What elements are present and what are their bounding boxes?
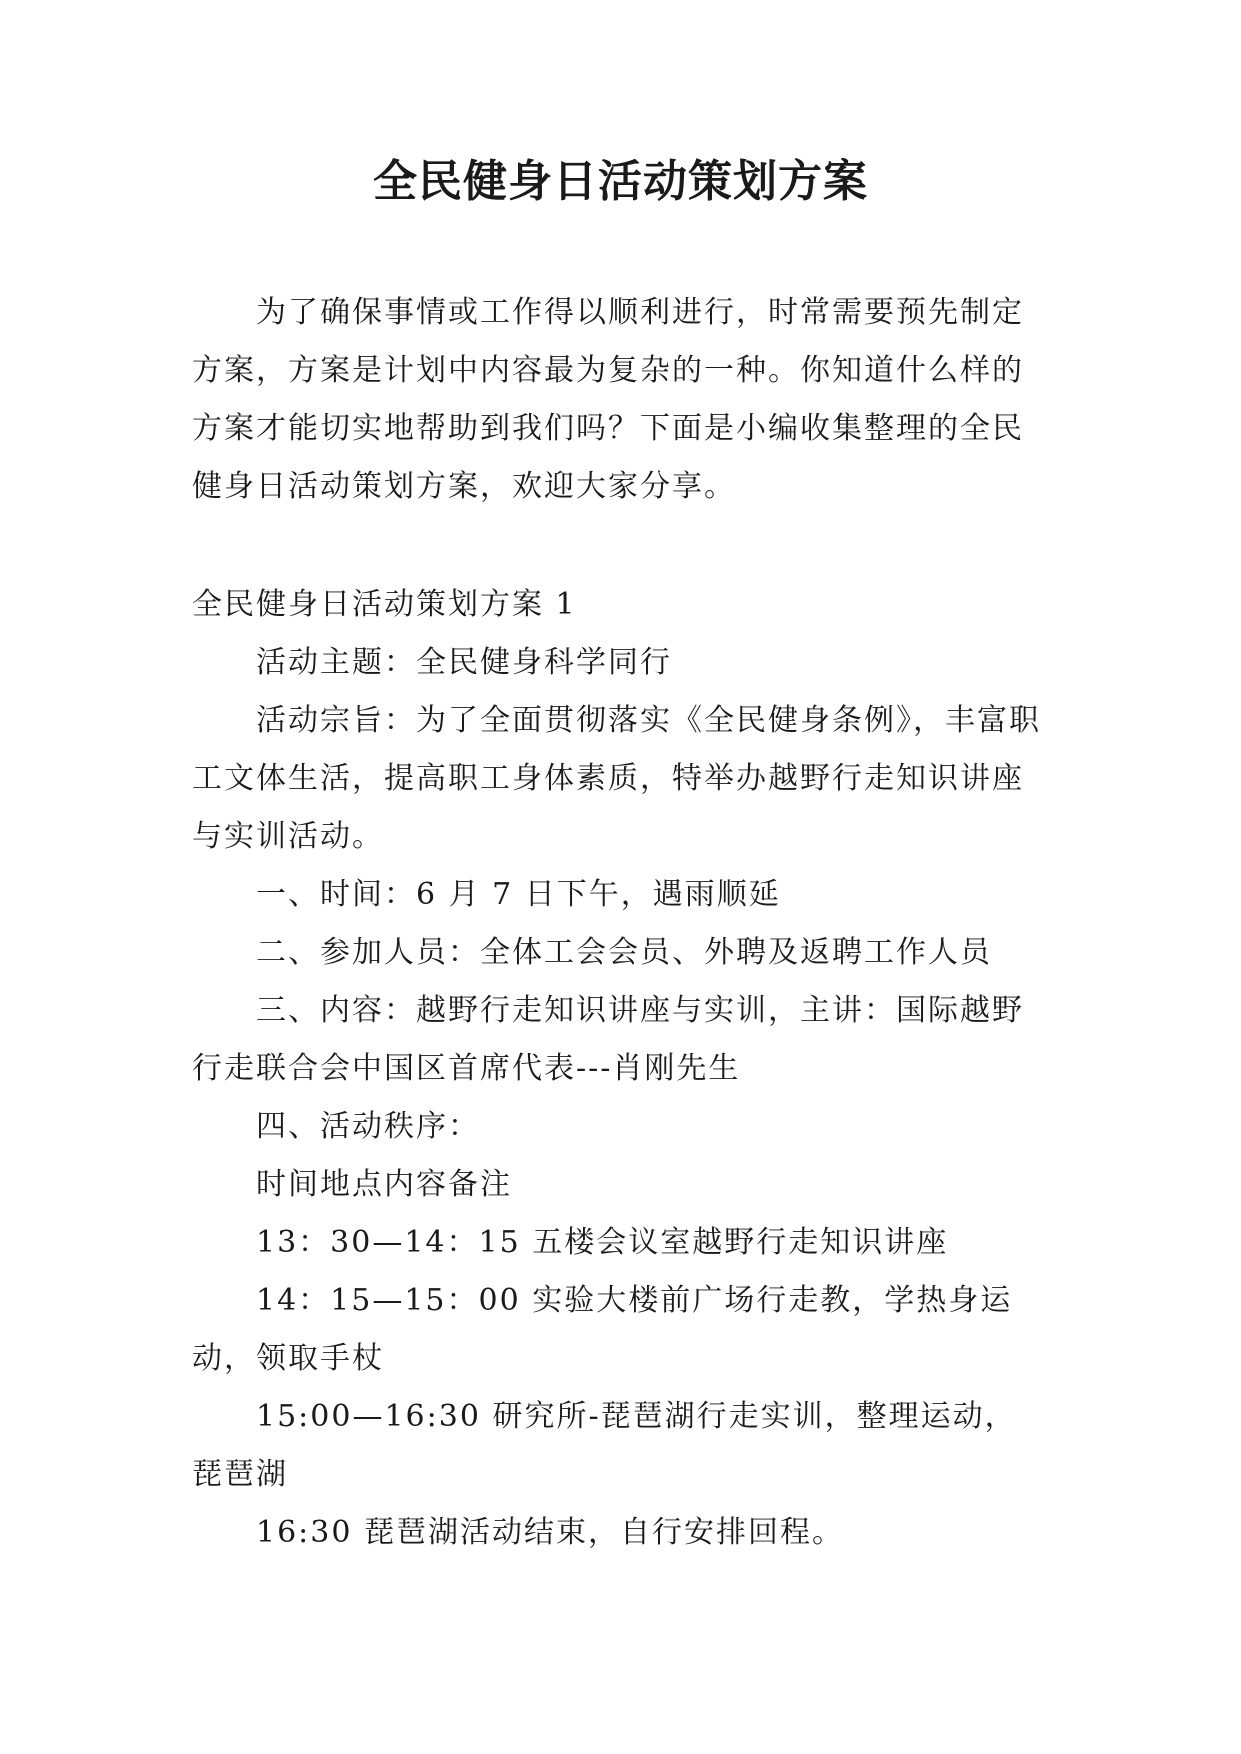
section-title: 全民健身日活动策划方案 1 [192,587,577,622]
schedule-header: 时间地点内容备注 [256,1167,512,1202]
plan-section [192,576,1048,1562]
schedule-item: 14：15—15：00 实验大楼前广场行走教，学热身运动，领取手杖 [192,1283,1013,1376]
document-title: 全民健身日活动策划方案 [373,156,868,207]
activity-time: 一、时间：6 月 7 日下午，遇雨顺延 [256,877,781,912]
schedule-item: 16:30 琵琶湖活动结束，自行安排回程。 [256,1515,844,1550]
intro-paragraph: 为了确保事情或工作得以顺利进行，时常需要预先制定方案，方案是计划中内容最为复杂的一种。你知道什么样的方案才能切实地帮助到我们吗？下面是小编收集整理的全民健身日活动策划方案，欢迎大家分享。 [192,295,1024,504]
activity-schedule-heading: 四、活动秩序： [256,1109,480,1144]
activity-content: 三、内容：越野行走知识讲座与实训，主讲：国际越野行走联合会中国区首席代表---肖刚先生 [192,993,1024,1086]
activity-purpose: 活动宗旨：为了全面贯彻落实《全民健身条例》，丰富职工文体生活，提高职工身体素质，特举办越野行走知识讲座与实训活动。 [192,703,1041,854]
schedule-item: 15:00—16:30 研究所-琵琶湖行走实训，整理运动，琵琶湖 [192,1399,1017,1492]
schedule-item: 13：30—14：15 五楼会议室越野行走知识讲座 [256,1225,949,1260]
activity-participants: 二、参加人员：全体工会会员、外聘及返聘工作人员 [256,935,992,970]
activity-theme: 活动主题：全民健身科学同行 [256,645,672,680]
